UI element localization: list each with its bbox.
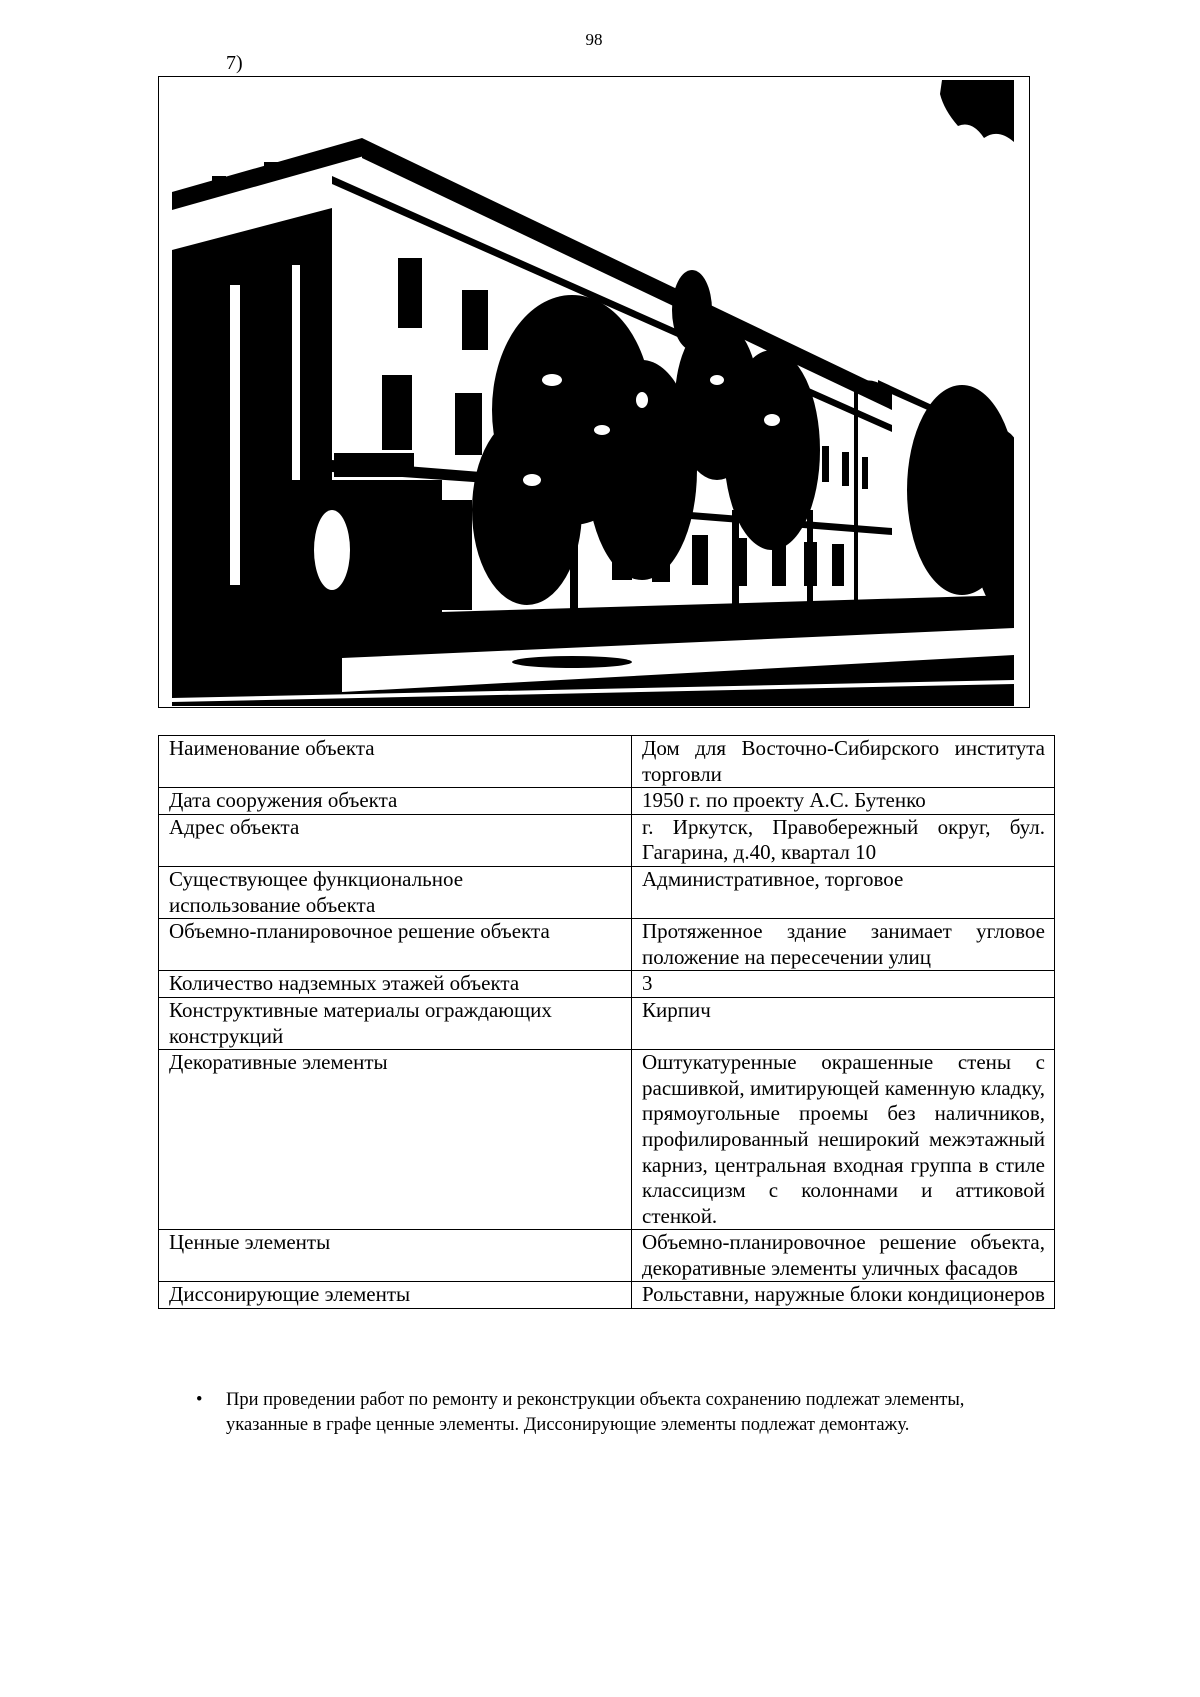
table-row bbox=[159, 866, 1055, 918]
table-row bbox=[159, 1230, 1055, 1282]
row-value: Протяженное здание занимает угловое положение на пересечении улиц bbox=[632, 919, 1055, 971]
row-label: Количество надземных этажей объекта bbox=[159, 971, 632, 998]
row-label: Наименование объекта bbox=[159, 736, 632, 788]
row-label: Конструктивные материалы ограждающих конструкций bbox=[159, 997, 632, 1049]
table-row bbox=[159, 736, 1055, 788]
row-label: Существующее функциональное использование объекта bbox=[159, 866, 632, 918]
bullet-icon: • bbox=[196, 1390, 203, 1410]
note-text: При проведении работ по ремонту и реконструкции объекта сохранению подлежат элементы, указанные в графе ценные элементы. Диссонирующие элементы подлежат демонтажу. bbox=[226, 1390, 965, 1435]
row-value: 1950 г. по проекту А.С. Бутенко bbox=[632, 788, 1055, 815]
row-value: Кирпич bbox=[632, 997, 1055, 1049]
row-label: Декоративные элементы bbox=[159, 1050, 632, 1230]
row-label: Ценные элементы bbox=[159, 1230, 632, 1282]
page-number: 98 bbox=[585, 30, 603, 49]
building-photo bbox=[172, 80, 1014, 706]
table-row bbox=[159, 997, 1055, 1049]
list-item bbox=[196, 1388, 1016, 1437]
row-value: г. Иркутск, Правобережный округ, бул. Гагарина, д.40, квартал 10 bbox=[632, 814, 1055, 866]
row-label: Адрес объекта bbox=[159, 814, 632, 866]
row-value: Дом для Восточно-Сибирского института торговли bbox=[632, 736, 1055, 788]
row-value: Объемно-планировочное решение объекта, декоративные элементы уличных фасадов bbox=[632, 1230, 1055, 1282]
table-row bbox=[159, 919, 1055, 971]
table-row bbox=[159, 971, 1055, 998]
row-value: Административное, торговое bbox=[632, 866, 1055, 918]
row-label: Объемно-планировочное решение объекта bbox=[159, 919, 632, 971]
object-info-table bbox=[158, 735, 1055, 1309]
figure-label: 7) bbox=[226, 52, 243, 74]
table-row bbox=[159, 814, 1055, 866]
table-row bbox=[159, 788, 1055, 815]
table-row bbox=[159, 1050, 1055, 1230]
row-label: Диссонирующие элементы bbox=[159, 1282, 632, 1309]
row-value: Оштукатуренные окрашенные стены с расшивкой, имитирующей каменную кладку, прямоугольные проемы без наличников, профилированный неширокий межэтажный карниз, центральная входная группа в стиле классицизм с колоннами и аттиковой стенкой. bbox=[632, 1050, 1055, 1230]
row-label: Дата сооружения объекта bbox=[159, 788, 632, 815]
row-value: 3 bbox=[632, 971, 1055, 998]
notes-list bbox=[196, 1388, 1026, 1437]
row-value: Рольставни, наружные блоки кондиционеров bbox=[632, 1282, 1055, 1309]
table-row bbox=[159, 1282, 1055, 1309]
